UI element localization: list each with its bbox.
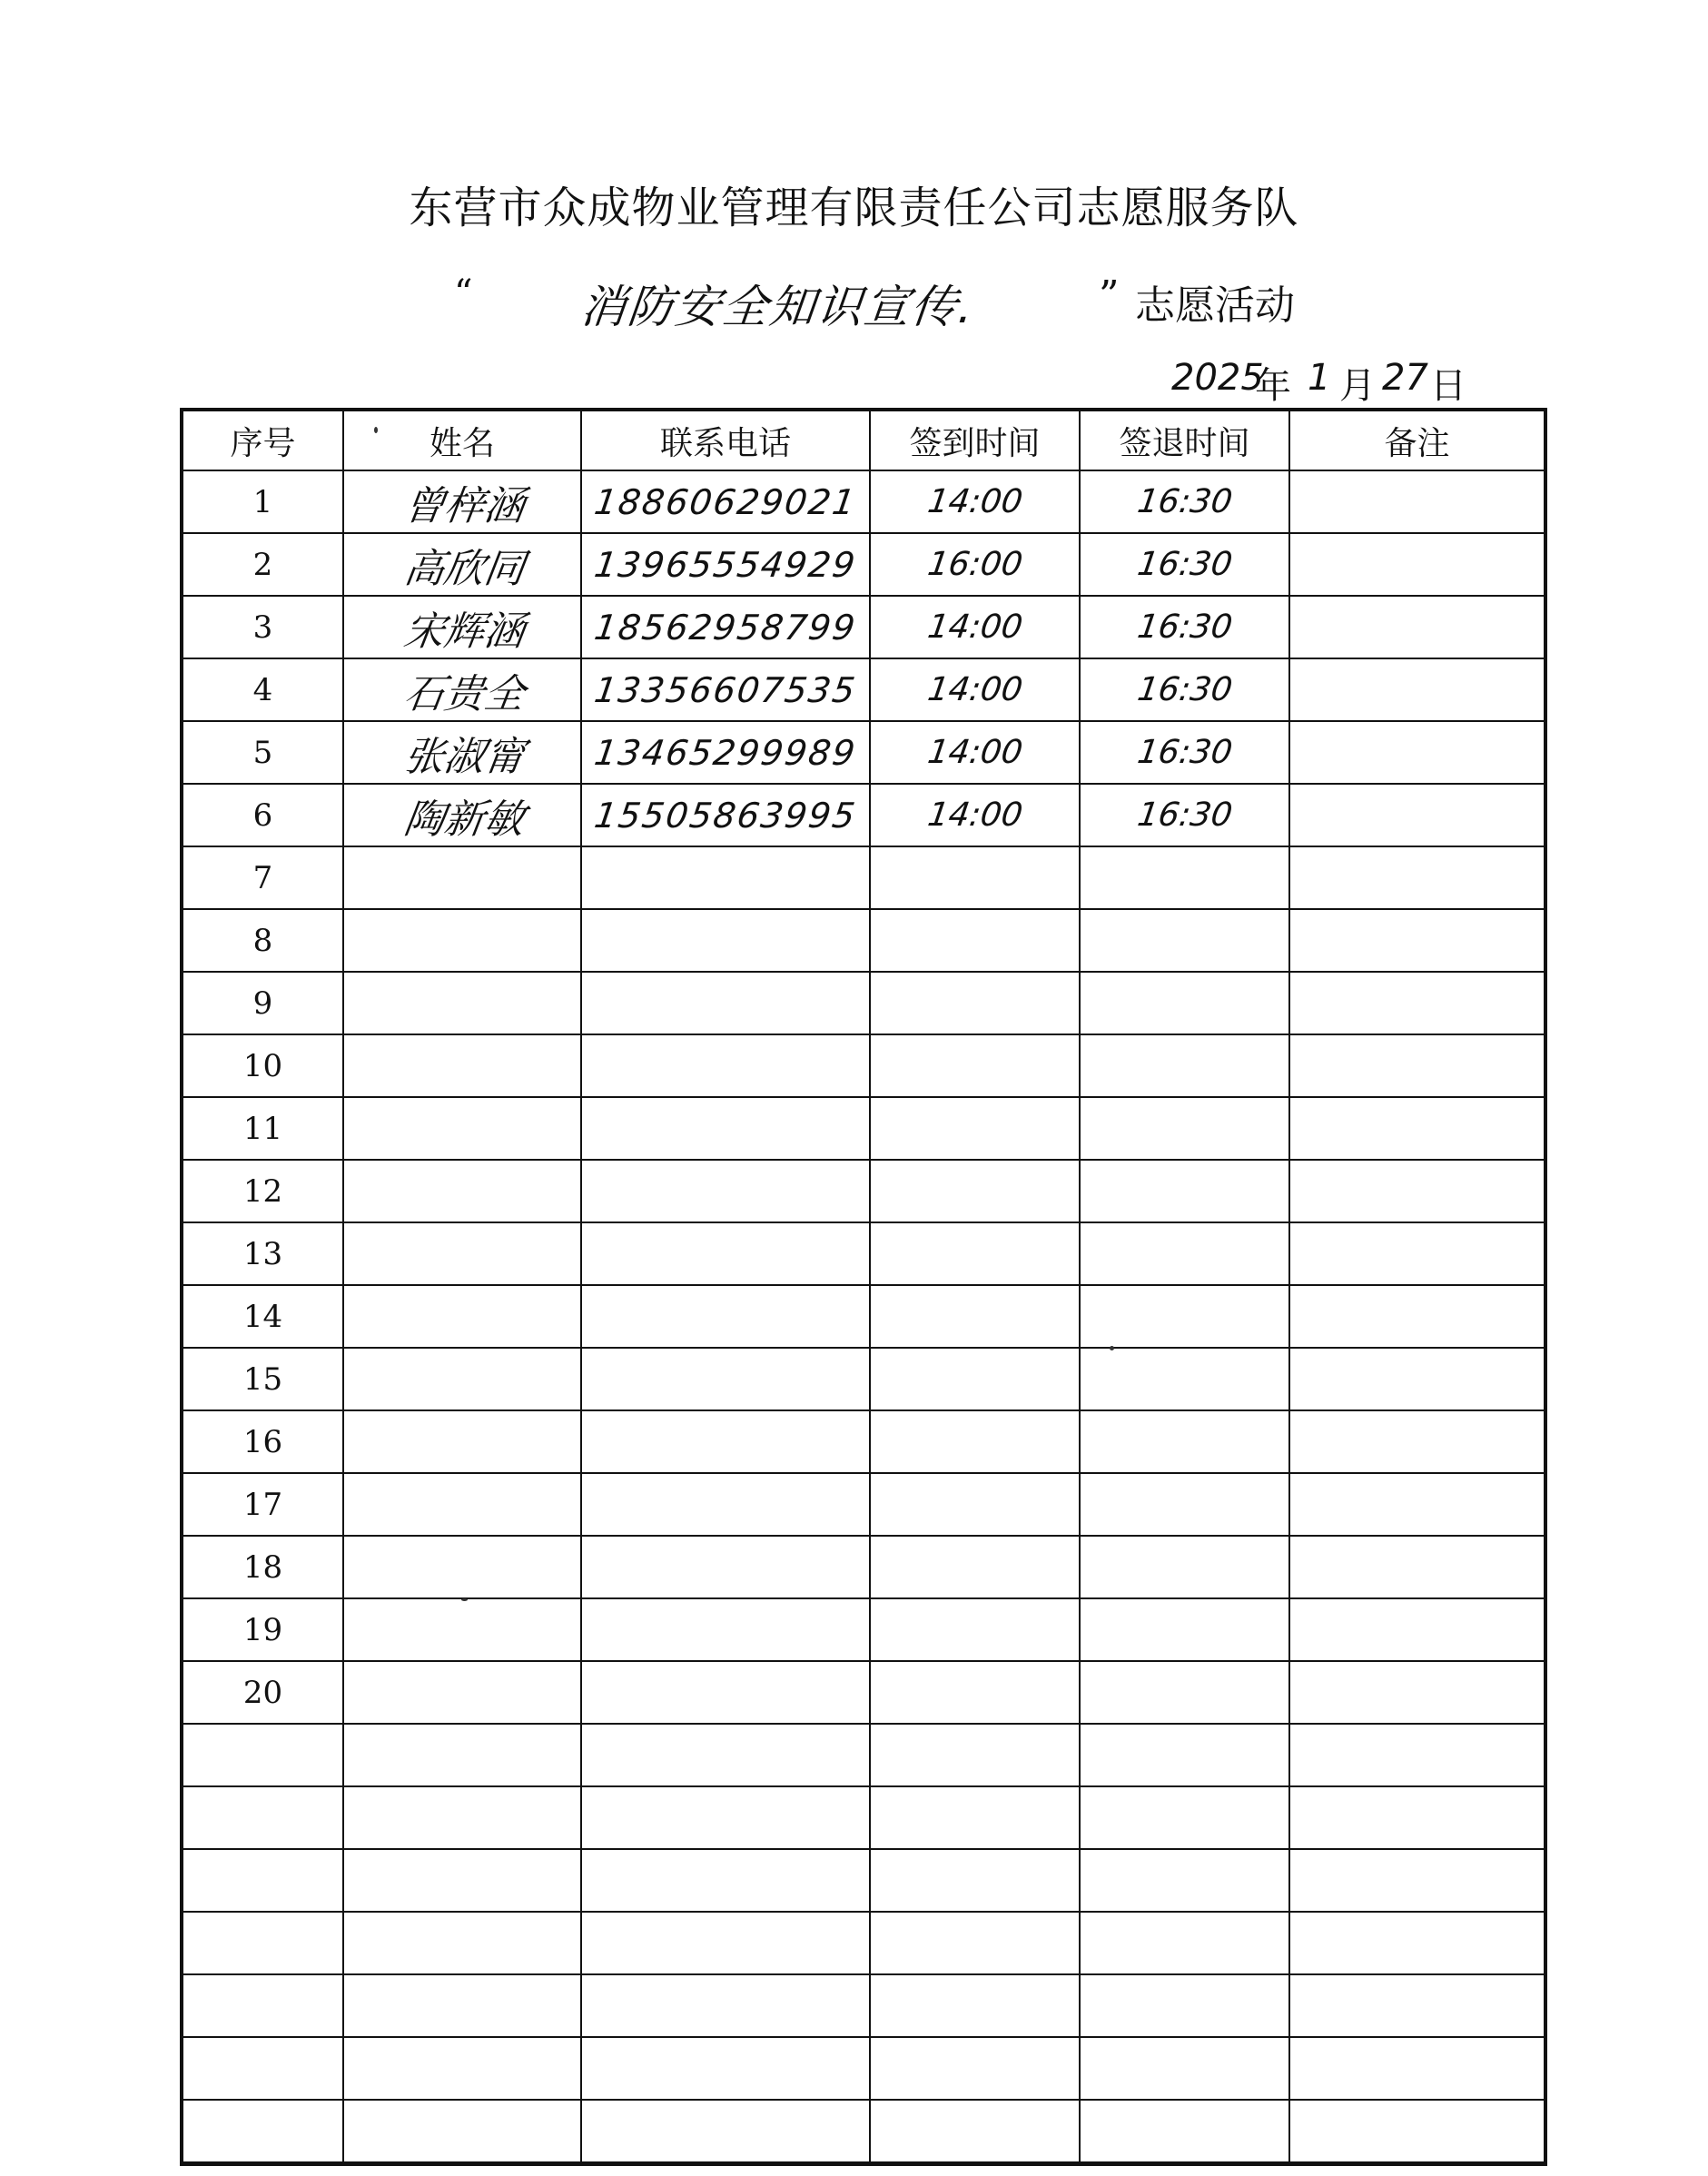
checkout-time-cell [1080, 846, 1289, 909]
checkin-time-cell [870, 596, 1080, 658]
checkout-time-cell [1080, 972, 1289, 1034]
checkin-time-cell [870, 1285, 1080, 1348]
note-cell [1289, 1410, 1545, 1473]
row-number-cell [182, 1097, 343, 1160]
column-header-name: 姓名 [343, 410, 581, 470]
phone-number: 18860629021 [591, 481, 860, 522]
row-number: 20 [242, 1674, 283, 1711]
row-number: 6 [252, 796, 273, 834]
row-number-cell [182, 1536, 343, 1598]
phone-number-cell [581, 470, 870, 533]
table-row [182, 721, 1545, 784]
column-header-no: 序号 [182, 410, 343, 470]
checkout-time-cell [1080, 1097, 1289, 1160]
checkin-time-cell [870, 470, 1080, 533]
note-cell [1289, 721, 1545, 784]
row-number-cell [182, 784, 343, 846]
table-row [182, 1849, 1545, 1912]
phone-number-cell [581, 658, 870, 721]
table-row [182, 1097, 1545, 1160]
row-number: 19 [242, 1611, 283, 1648]
stray-mark [374, 427, 378, 433]
row-number-cell [182, 1285, 343, 1348]
phone-number-cell [581, 972, 870, 1034]
note-cell [1289, 658, 1545, 721]
checkin-time-cell [870, 1348, 1080, 1410]
checkout-time: 16:30 [1134, 483, 1235, 520]
date-day-char: 日 [1430, 365, 1466, 407]
checkin-time-cell [870, 2100, 1080, 2164]
table-row [182, 533, 1545, 596]
checkout-time-cell [1080, 784, 1289, 846]
checkin-time-cell [870, 721, 1080, 784]
row-number: 18 [242, 1548, 283, 1586]
row-number: 7 [252, 859, 273, 896]
table-row [182, 784, 1545, 846]
row-number-cell [182, 1661, 343, 1724]
checkin-time: 14:00 [924, 796, 1025, 834]
volunteer-name-cell [343, 2100, 581, 2164]
table-row [182, 1285, 1545, 1348]
checkin-time: 16:00 [924, 546, 1025, 583]
volunteer-name-cell [343, 1912, 581, 1974]
row-number-cell [182, 1160, 343, 1222]
table-row [182, 1348, 1545, 1410]
row-number-cell [182, 1034, 343, 1097]
phone-number: 13356607535 [591, 669, 860, 710]
row-number: 12 [242, 1172, 283, 1210]
volunteer-name-cell [343, 596, 581, 658]
stray-mark [1110, 1346, 1114, 1350]
volunteer-name: 张淑甯 [400, 733, 528, 780]
volunteer-name: 石贵全 [400, 670, 528, 717]
phone-number-cell [581, 1912, 870, 1974]
checkout-time-cell [1080, 1849, 1289, 1912]
activity-name-handwritten: 消防安全知识宣传. [578, 281, 978, 333]
checkin-time-cell [870, 2037, 1080, 2100]
volunteer-name-cell [343, 1786, 581, 1849]
note-cell [1289, 1786, 1545, 1849]
checkin-time-cell [870, 1724, 1080, 1786]
checkout-time-cell [1080, 1786, 1289, 1849]
row-number: 4 [252, 671, 273, 708]
table-row [182, 909, 1545, 972]
volunteer-name-cell [343, 909, 581, 972]
note-cell [1289, 972, 1545, 1034]
note-cell [1289, 1348, 1545, 1410]
note-cell [1289, 1912, 1545, 1974]
table-row [182, 1912, 1545, 1974]
row-number-cell [182, 721, 343, 784]
row-number-cell [182, 972, 343, 1034]
row-number-cell [182, 1473, 343, 1536]
phone-number-cell [581, 721, 870, 784]
phone-number-cell [581, 784, 870, 846]
note-cell [1289, 784, 1545, 846]
volunteer-name-cell [343, 470, 581, 533]
row-number-cell [182, 596, 343, 658]
column-header-checkout: 签退时间 [1080, 410, 1289, 470]
row-number: 11 [242, 1110, 283, 1147]
volunteer-name-cell [343, 846, 581, 909]
note-cell [1289, 1097, 1545, 1160]
row-number: 10 [242, 1047, 283, 1084]
row-number-cell [182, 533, 343, 596]
volunteer-name: 陶新敏 [400, 796, 528, 843]
activity-suffix: 志愿活动 [1135, 282, 1295, 329]
row-number-cell [182, 1222, 343, 1285]
checkin-time-cell [870, 1222, 1080, 1285]
row-number: 3 [252, 608, 273, 646]
table-row [182, 2100, 1545, 2164]
checkout-time-cell [1080, 533, 1289, 596]
row-number: 2 [252, 546, 273, 583]
date-year-char: 年 [1255, 365, 1291, 407]
checkin-time: 14:00 [924, 734, 1025, 771]
quote-open: “ [454, 272, 473, 314]
phone-number-cell [581, 909, 870, 972]
note-cell [1289, 909, 1545, 972]
table-row [182, 2037, 1545, 2100]
phone-number-cell [581, 846, 870, 909]
checkout-time-cell [1080, 1160, 1289, 1222]
checkout-time: 16:30 [1134, 608, 1235, 646]
row-number-cell [182, 1849, 343, 1912]
checkout-time-cell [1080, 721, 1289, 784]
row-number: 13 [242, 1235, 283, 1272]
row-number: 14 [242, 1298, 283, 1335]
phone-number-cell [581, 1598, 870, 1661]
checkout-time-cell [1080, 1410, 1289, 1473]
phone-number-cell [581, 1034, 870, 1097]
note-cell [1289, 596, 1545, 658]
table-row [182, 1661, 1545, 1724]
volunteer-name-cell [343, 1473, 581, 1536]
note-cell [1289, 846, 1545, 909]
row-number: 5 [252, 734, 273, 771]
table-header-row [182, 410, 1545, 470]
checkin-time-cell [870, 1661, 1080, 1724]
checkin-time-cell [870, 972, 1080, 1034]
table-row [182, 1598, 1545, 1661]
volunteer-name: 高欣同 [400, 545, 528, 592]
checkin-time-cell [870, 1912, 1080, 1974]
checkout-time-cell [1080, 1034, 1289, 1097]
row-number-cell [182, 1912, 343, 1974]
checkout-time-cell [1080, 909, 1289, 972]
note-cell [1289, 470, 1545, 533]
quote-close: ” [1099, 272, 1120, 319]
note-cell [1289, 1661, 1545, 1724]
note-cell [1289, 1285, 1545, 1348]
checkin-time-cell [870, 1160, 1080, 1222]
note-cell [1289, 1598, 1545, 1661]
phone-number-cell [581, 1410, 870, 1473]
volunteer-name-cell [343, 1160, 581, 1222]
checkout-time-cell [1080, 658, 1289, 721]
phone-number-cell [581, 1536, 870, 1598]
checkout-time-cell [1080, 2100, 1289, 2164]
row-number-cell [182, 1974, 343, 2037]
date-month-char: 月 [1339, 365, 1376, 407]
phone-number-cell [581, 1222, 870, 1285]
phone-number-cell [581, 2100, 870, 2164]
row-number-cell [182, 846, 343, 909]
volunteer-name: 宋辉涵 [400, 608, 528, 655]
volunteer-name-cell [343, 1661, 581, 1724]
checkout-time: 16:30 [1134, 546, 1235, 583]
row-number-cell [182, 1786, 343, 1849]
checkin-time-cell [870, 1097, 1080, 1160]
volunteer-name-cell [343, 1849, 581, 1912]
phone-number-cell [581, 1786, 870, 1849]
checkout-time-cell [1080, 1222, 1289, 1285]
volunteer-name-cell [343, 1222, 581, 1285]
phone-number-cell [581, 1160, 870, 1222]
row-number: 16 [242, 1423, 283, 1460]
volunteer-name-cell [343, 1410, 581, 1473]
table-row [182, 470, 1545, 533]
checkout-time-cell [1080, 1912, 1289, 1974]
volunteer-name-cell [343, 1536, 581, 1598]
phone-number: 13465299989 [591, 732, 860, 773]
checkout-time-cell [1080, 1724, 1289, 1786]
column-header-checkin: 签到时间 [870, 410, 1080, 470]
phone-number: 15505863995 [591, 795, 860, 836]
volunteer-name-cell [343, 1724, 581, 1786]
checkout-time-cell [1080, 470, 1289, 533]
checkin-time-cell [870, 909, 1080, 972]
checkin-time-cell [870, 1034, 1080, 1097]
activity-title-line [0, 272, 1708, 336]
phone-number-cell [581, 1724, 870, 1786]
phone-number: 13965554929 [591, 544, 860, 585]
checkin-time-cell [870, 846, 1080, 909]
note-cell [1289, 1974, 1545, 2037]
checkout-time-cell [1080, 596, 1289, 658]
checkin-time-cell [870, 658, 1080, 721]
row-number-cell [182, 2100, 343, 2164]
checkout-time-cell [1080, 1661, 1289, 1724]
note-cell [1289, 2100, 1545, 2164]
row-number: 9 [252, 984, 273, 1022]
note-cell [1289, 1160, 1545, 1222]
checkin-time-cell [870, 533, 1080, 596]
table-row [182, 1160, 1545, 1222]
phone-number-cell [581, 1661, 870, 1724]
table-row [182, 846, 1545, 909]
phone-number-cell [581, 1097, 870, 1160]
row-number-cell [182, 1598, 343, 1661]
checkin-time-cell [870, 1974, 1080, 2037]
volunteer-name-cell [343, 1974, 581, 2037]
table-row [182, 972, 1545, 1034]
checkout-time-cell [1080, 1285, 1289, 1348]
note-cell [1289, 1473, 1545, 1536]
column-header-phone: 联系电话 [581, 410, 870, 470]
checkin-time-cell [870, 1786, 1080, 1849]
row-number-cell [182, 1724, 343, 1786]
note-cell [1289, 2037, 1545, 2100]
volunteer-name: 曾梓涵 [400, 482, 528, 529]
phone-number-cell [581, 1285, 870, 1348]
checkin-time: 14:00 [924, 483, 1025, 520]
column-header-note: 备注 [1289, 410, 1545, 470]
volunteer-name-cell [343, 658, 581, 721]
row-number-cell [182, 2037, 343, 2100]
checkin-time-cell [870, 1598, 1080, 1661]
volunteer-name-cell [343, 784, 581, 846]
checkin-time-cell [870, 1410, 1080, 1473]
volunteer-roster-table [180, 408, 1547, 2166]
volunteer-name-cell [343, 1348, 581, 1410]
phone-number: 18562958799 [591, 607, 860, 648]
stray-mark [461, 1598, 468, 1601]
table-row [182, 596, 1545, 658]
note-cell [1289, 1724, 1545, 1786]
checkin-time-cell [870, 1536, 1080, 1598]
checkout-time: 16:30 [1134, 796, 1235, 834]
row-number-cell [182, 470, 343, 533]
row-number-cell [182, 909, 343, 972]
table-row [182, 1974, 1545, 2037]
phone-number-cell [581, 1348, 870, 1410]
checkout-time-cell [1080, 1974, 1289, 2037]
checkout-time: 16:30 [1134, 671, 1235, 708]
note-cell [1289, 1034, 1545, 1097]
checkout-time: 16:30 [1134, 734, 1235, 771]
checkout-time-cell [1080, 2037, 1289, 2100]
roster-body [182, 470, 1545, 2164]
volunteer-name-cell [343, 1285, 581, 1348]
row-number: 8 [252, 922, 273, 959]
table-row [182, 1410, 1545, 1473]
checkin-time: 14:00 [924, 671, 1025, 708]
checkin-time: 14:00 [924, 608, 1025, 646]
volunteer-name-cell [343, 2037, 581, 2100]
checkout-time-cell [1080, 1536, 1289, 1598]
row-number-cell [182, 658, 343, 721]
volunteer-name-cell [343, 972, 581, 1034]
phone-number-cell [581, 1974, 870, 2037]
row-number: 1 [252, 483, 273, 520]
phone-number-cell [581, 533, 870, 596]
checkout-time-cell [1080, 1598, 1289, 1661]
phone-number-cell [581, 2037, 870, 2100]
note-cell [1289, 1536, 1545, 1598]
date-month: 1 [1308, 357, 1331, 399]
phone-number-cell [581, 1849, 870, 1912]
date-day: 27 [1382, 357, 1428, 399]
checkout-time-cell [1080, 1473, 1289, 1536]
note-cell [1289, 533, 1545, 596]
table-row [182, 1786, 1545, 1849]
table-row [182, 1724, 1545, 1786]
row-number: 17 [242, 1486, 283, 1523]
checkin-time-cell [870, 1473, 1080, 1536]
checkin-time-cell [870, 784, 1080, 846]
row-number: 15 [242, 1360, 283, 1398]
volunteer-name-cell [343, 1034, 581, 1097]
phone-number-cell [581, 1473, 870, 1536]
phone-number-cell [581, 596, 870, 658]
checkout-time-cell [1080, 1348, 1289, 1410]
checkin-time-cell [870, 1849, 1080, 1912]
volunteer-name-cell [343, 1097, 581, 1160]
note-cell [1289, 1222, 1545, 1285]
volunteer-name-cell [343, 721, 581, 784]
note-cell [1289, 1849, 1545, 1912]
table-row [182, 658, 1545, 721]
row-number-cell [182, 1410, 343, 1473]
volunteer-name-cell [343, 533, 581, 596]
row-number-cell [182, 1348, 343, 1410]
table-row [182, 1222, 1545, 1285]
volunteer-name-cell [343, 1598, 581, 1661]
date-line [1171, 357, 1553, 407]
table-row [182, 1473, 1545, 1536]
table-row [182, 1536, 1545, 1598]
organization-title: 东营市众成物业管理有限责任公司志愿服务队 [409, 183, 1299, 233]
table-row [182, 1034, 1545, 1097]
date-year: 2025 [1171, 357, 1264, 399]
